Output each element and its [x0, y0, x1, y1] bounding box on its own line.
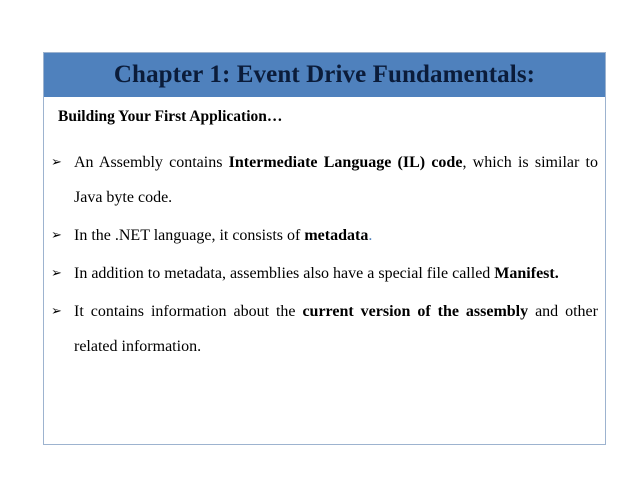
slide-title: Chapter 1: Event Drive Fundamentals: [113, 61, 536, 88]
arrow-bullet-icon: ➢ [51, 228, 62, 243]
title-bar [44, 53, 605, 97]
bullet-text-bold: Intermediate Language (IL) code [228, 154, 463, 171]
bullet-list [44, 145, 605, 367]
bullet-item-manifest [44, 256, 605, 291]
bullet-text-segment: . [368, 227, 373, 244]
bullet-text [74, 218, 598, 253]
bullet-item-metadata [44, 218, 605, 253]
slide-subtitle: Building Your First Application… [58, 108, 283, 125]
bullet-text [74, 294, 598, 364]
bullet-text [74, 145, 598, 215]
bullet-text-segment: and other related information. [74, 303, 598, 355]
bullet-text-segment: In the .NET language, it consists of [74, 227, 305, 244]
arrow-bullet-icon: ➢ [51, 304, 62, 319]
bullet-text-bold: current version of the assembly [302, 303, 529, 320]
bullet-text-bold: metadata [304, 227, 369, 244]
bullet-text [74, 256, 598, 291]
bullet-text-segment: , which is similar to Java byte code. [74, 154, 598, 206]
bullet-item-version [44, 294, 605, 364]
bullet-item-assembly-il [44, 145, 605, 215]
bullet-text-segment: An Assembly contains [74, 154, 229, 171]
arrow-bullet-icon: ➢ [51, 266, 62, 281]
arrow-bullet-icon: ➢ [51, 155, 62, 170]
bullet-text-segment: It contains information about the [74, 303, 303, 320]
slide-frame [43, 52, 606, 445]
bullet-text-bold: Manifest. [494, 265, 559, 282]
bullet-text-segment: In addition to metadata, assemblies also have a special file called [74, 265, 495, 282]
